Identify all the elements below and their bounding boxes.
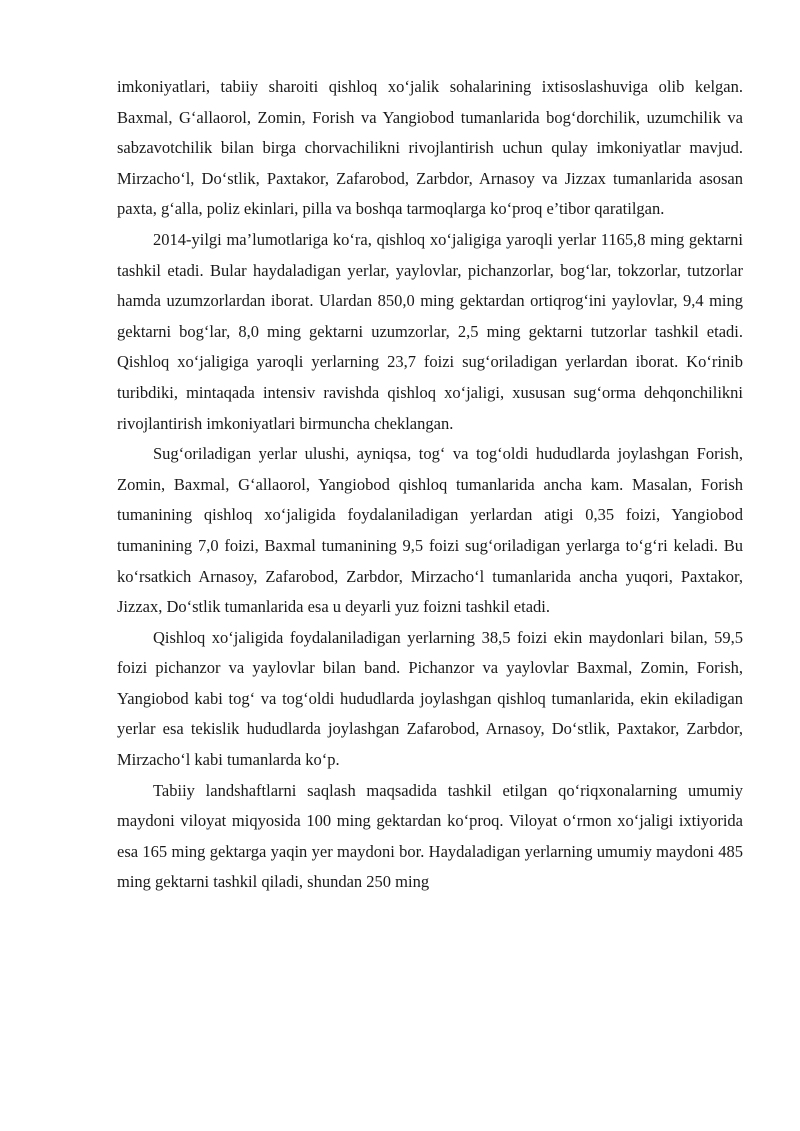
paragraph: Qishloq xo‘jaligida foydalaniladigan yerlarning 38,5 foizi ekin maydonlari bilan, 59,5 foizi pichanzor va yaylovlar bilan band. Pichanzor va yaylovlar Baxmal, Zomin, Forish, Yangiobod kabi tog‘ va tog‘oldi hududlarda joylashgan qishloq tumanlarida, ekin ekiladigan yerlar esa tekislik hududlarda joylashgan Zafarobod, Arnasoy, Do‘stlik, Paxtakor, Zarbdor, Mirzacho‘l kabi tumanlarda ko‘p. bbox=[117, 627, 743, 770]
paragraph-continuation: imkoniyatlari, tabiiy sharoiti qishloq xo‘jalik sohalarining ixtisoslashuviga olib kelgan. Baxmal, G‘allaorol, Zomin, Forish va Yangiobod tumanlarida bog‘dorchilik, uzumchilik va sabzavotchilik bilan birga chorvachilikni rivojlantirish uchun qulay imkoniyatlar mavjud. Mirzacho‘l, Do‘stlik, Paxtakor, Zafarobod, Zarbdor, Arnasoy va Jizzax tumanlarida asosan paxta, g‘alla, poliz ekinlari, pilla va boshqa tarmoqlarga ko‘proq e’tibor qaratilgan. bbox=[117, 77, 743, 219]
paragraph: Sug‘oriladigan yerlar ulushi, ayniqsa, tog‘ va tog‘oldi hududlarda joylashgan Forish, Zomin, Baxmal, G‘allaorol, Yangiobod qishloq tumanlarida ancha kam. Masalan, Forish tumanining qishloq xo‘jaligida foydalaniladigan yerlardan atigi 0,35 foizi, Yangiobod tumanining 7,0 foizi, Baxmal tumanining 9,5 foizi sug‘oriladigan yerlarga to‘g‘ri keladi. Bu ko‘rsatkich Arnasoy, Zafarobod, Zarbdor, Mirzacho‘l tumanlarida ancha yuqori, Paxtakor, Jizzax, Do‘stlik tumanlarida esa u deyarli yuz foizni tashkil etadi. bbox=[117, 444, 743, 617]
paragraph: Tabiiy landshaftlarni saqlash maqsadida tashkil etilgan qo‘riqxonalarning umumiy maydoni viloyat miqyosida 100 ming gektardan ko‘proq. Viloyat o‘rmon xo‘jaligi ixtiyorida esa 165 ming gektarga yaqin yer maydoni bor. Haydaladigan yerlarning umumiy maydoni 485 ming gektarni tashkil qiladi, shundan 250 ming bbox=[117, 780, 743, 892]
paragraph: 2014-yilgi ma’lumotlariga ko‘ra, qishloq xo‘jaligiga yaroqli yerlar 1165,8 ming gektarni tashkil etadi. Bular haydaladigan yerlar, yaylovlar, pichanzorlar, bog‘lar, tokzorlar, tutzorlar hamda uzumzorlardan iborat. Ulardan 850,0 ming gektardan ortiqrog‘ini yaylovlar, 9,4 ming gektarni bog‘lar, 8,0 ming gektarni uzumzorlar, 2,5 ming gektarni tutzorlar tashkil etadi. Qishloq xo‘jaligiga yaroqli yerlarning 23,7 foizi sug‘oriladigan yerlardan iborat. Ko‘rinib turibdiki, mintaqada intensiv ravishda qishloq xo‘jaligi, xususan sug‘orma dehqonchilikni rivojlantirish imkoniyatlari birmuncha cheklangan. bbox=[117, 229, 743, 433]
body-text bbox=[117, 72, 743, 898]
